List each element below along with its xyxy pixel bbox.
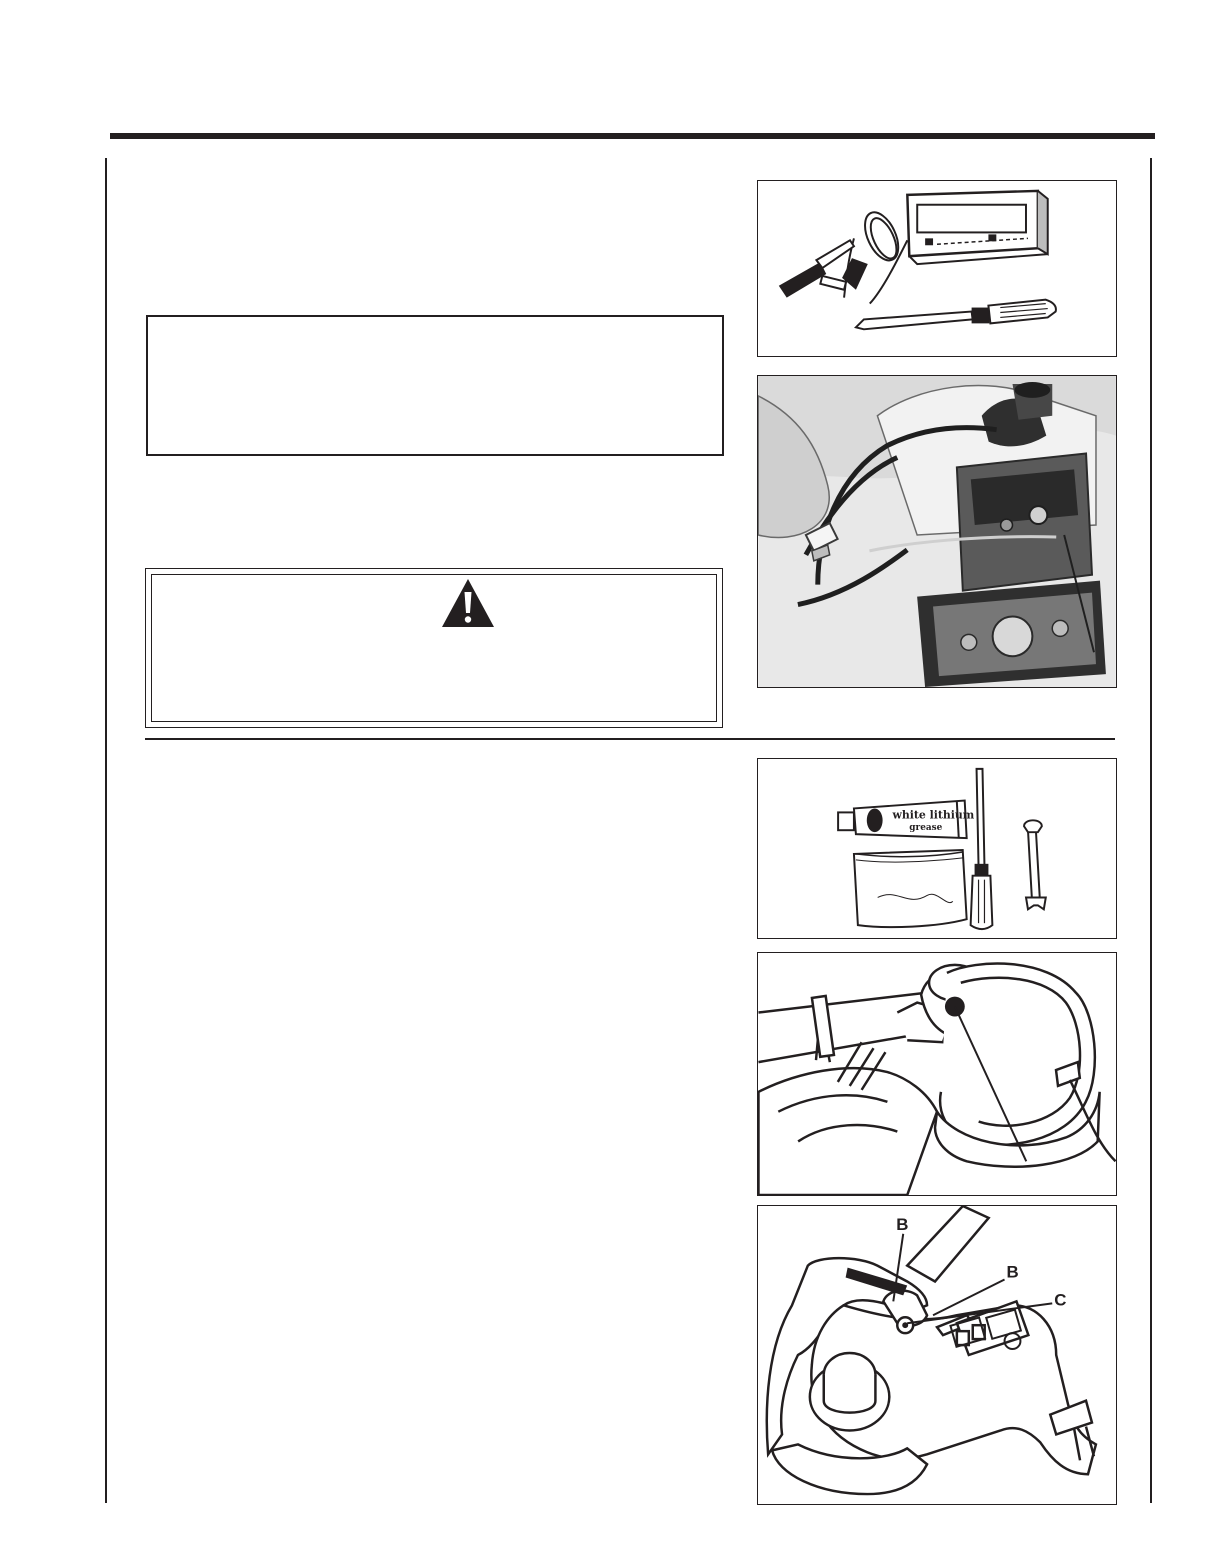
right-margin-rule	[1150, 158, 1152, 1503]
open-end-wrench	[1024, 820, 1046, 909]
engine-photo-figure	[757, 375, 1117, 688]
drive-shaft-tube	[907, 1206, 988, 1281]
warning-box-inner-frame	[151, 574, 717, 722]
spool-cover	[772, 1444, 927, 1494]
shop-rag	[854, 850, 967, 927]
grease-tube	[838, 801, 975, 839]
trimmer-guard	[940, 964, 1095, 1145]
air-filter-cover	[917, 581, 1106, 687]
gearbox-figure	[757, 952, 1117, 1196]
pickup-wire	[844, 207, 907, 303]
warning-triangle-icon	[440, 577, 496, 629]
callout-b-right: B	[1006, 1262, 1019, 1282]
header-rule	[110, 133, 1155, 139]
screwdriver	[856, 300, 1056, 330]
callout-c: C	[1054, 1290, 1067, 1310]
alligator-clip	[779, 240, 868, 297]
grease-tube-label-line1: white lithium	[892, 808, 975, 822]
callout-b-upper: B	[896, 1214, 909, 1234]
tachometer-figure	[757, 180, 1117, 357]
grease-tube-label-line2: grease	[909, 823, 943, 834]
tachometer-device	[907, 191, 1047, 264]
guard-mounting-figure	[757, 1205, 1117, 1505]
section-divider	[145, 738, 1115, 740]
bolt-c	[897, 1317, 913, 1333]
slotted-screwdriver	[971, 769, 993, 929]
warning-box	[145, 568, 723, 728]
note-box	[146, 315, 724, 456]
gearbox-tools-figure	[757, 758, 1117, 939]
left-margin-rule	[105, 158, 107, 1503]
